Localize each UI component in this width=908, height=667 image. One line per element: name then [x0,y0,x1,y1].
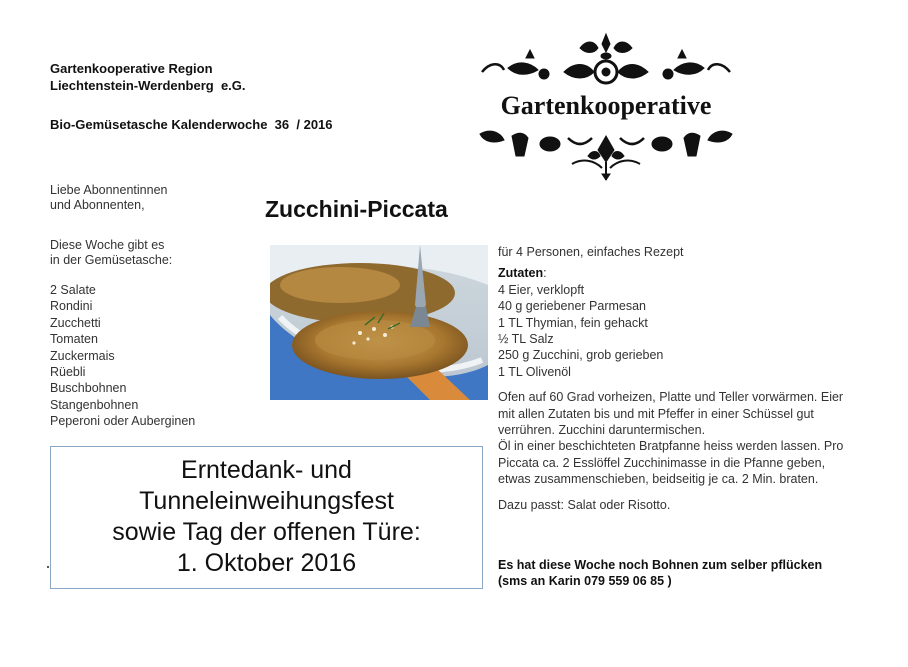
method-line: Piccata ca. 2 Esslöffel Zucchinimasse in die Pfanne geben, [498,455,826,470]
organization-name [50,60,246,94]
recipe-serves: für 4 Personen, einfaches Rezept [498,245,684,259]
method-line: Öl in einer beschichteten Bratpfanne heiss werden lassen. Pro [498,439,844,454]
recipe-text [498,244,893,513]
event-line2: Tunneleinweihungsfest [139,487,394,515]
method-line: etwas zusammenschieben, beidseitig je ca. 2 Min. braten. [498,472,819,487]
list-item: Zucchetti [50,315,101,330]
notice-line1: Es hat diese Woche noch Bohnen zum selber pflücken [498,558,823,572]
bag-week-title: Bio-Gemüsetasche Kalenderwoche 36 / 2016 [50,117,333,132]
ingredient-list [498,282,893,380]
list-item: Tomaten [50,332,98,347]
list-item: ½ TL Salz [498,332,554,347]
bean-picking-notice [498,557,822,590]
list-item: Zuckermais [50,348,115,363]
recipe-pairing: Dazu passt: Salat oder Risotto. [498,497,671,512]
vegetable-list [50,282,195,430]
ingredients-heading-colon: : [543,266,547,281]
ingredients-heading-label: Zutaten [498,266,544,281]
list-item: Stangenbohnen [50,397,139,412]
list-item: 40 g geriebener Parmesan [498,299,647,314]
event-announcement-box [50,446,483,589]
greeting-line2: und Abonnenten, [50,198,145,212]
intro-text [50,238,172,268]
intro-line1: Diese Woche gibt es [50,238,165,252]
event-date: 1. Oktober 2016 [176,549,357,577]
ingredients-heading [498,265,893,281]
method-line: mit allen Zutaten bis und mit Pfeffer in einer Schüssel gut [498,406,814,421]
list-item: 1 TL Thymian, fein gehackt [498,315,648,330]
list-item: 4 Eier, verklopft [498,282,585,297]
list-item: Peperoni oder Auberginen [50,414,196,429]
event-line1: Erntedank- und [181,456,352,484]
event-line3: sowie Tag der offenen Türe: [112,518,421,546]
intro-line2: in der Gemüsetasche: [50,253,173,267]
recipe-title: Zucchini-Piccata [265,196,448,222]
recipe-photo [270,245,488,400]
greeting-line1: Liebe Abonnentinnen [50,183,168,197]
list-item: 250 g Zucchini, grob gerieben [498,348,664,363]
method-line: Ofen auf 60 Grad vorheizen, Platte und Teller vorwärmen. Eier [498,390,844,405]
zucchini-piccata-photo-icon [270,245,488,400]
org-name-line1: Gartenkooperative Region [50,61,213,76]
gartenkooperative-logo [468,28,748,188]
recipe-method [498,389,893,487]
logo-ornament-icon [468,28,748,188]
list-item: 1 TL Olivenöl [498,364,571,379]
method-line: verrühren. Zucchini daruntermischen. [498,423,706,438]
notice-contact: (sms an Karin 079 559 06 85 ) [498,574,672,589]
list-item: 2 Salate [50,283,96,297]
greeting [50,183,167,213]
logo-wordmark: Gartenkooperative [500,91,712,120]
stray-dot [47,566,49,568]
list-item: Rüebli [50,365,86,380]
list-item: Buschbohnen [50,381,127,396]
list-item: Rondini [50,299,93,314]
org-name-line2: Liechtenstein-Werdenberg e.G. [50,78,246,93]
